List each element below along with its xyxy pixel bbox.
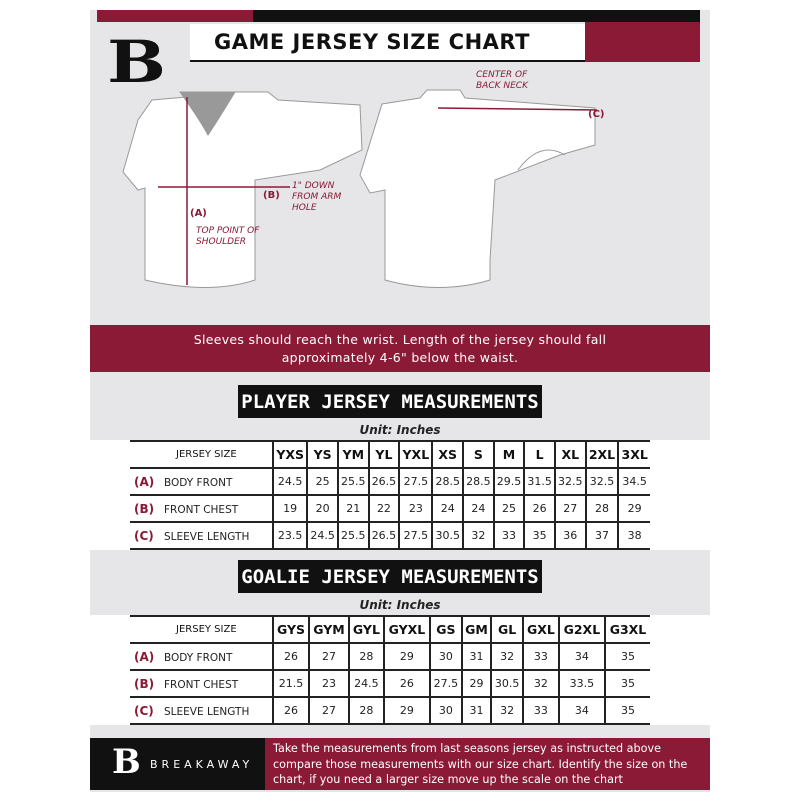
measurement-cell: 27.5 — [399, 522, 432, 549]
measurement-cell: 35 — [524, 522, 555, 549]
measurement-cell: 25 — [494, 495, 525, 522]
table-row — [130, 670, 650, 697]
page-title: GAME JERSEY SIZE CHART — [190, 24, 585, 62]
size-column-header: XL — [555, 441, 586, 468]
size-column-header: S — [463, 441, 494, 468]
table-row — [130, 697, 650, 724]
measurement-cell: 33 — [494, 522, 525, 549]
measurement-cell: 24.5 — [307, 522, 338, 549]
measurement-cell: 23 — [399, 495, 432, 522]
size-column-header: XS — [432, 441, 463, 468]
measurement-cell: 26 — [273, 643, 309, 670]
measurement-cell: 34 — [559, 643, 605, 670]
measurement-cell: 24.5 — [349, 670, 384, 697]
top-dark-bar — [253, 10, 700, 22]
measurement-cell: 31 — [462, 697, 492, 724]
player-size-table — [130, 440, 650, 550]
label-b: (B) — [263, 190, 280, 201]
measurement-cell: 35 — [605, 643, 650, 670]
measurement-cell: 27.5 — [430, 670, 462, 697]
measurement-cell: 27.5 — [399, 468, 432, 495]
measurement-cell: 32.5 — [555, 468, 586, 495]
row-letter: (A) — [134, 649, 155, 664]
table-row — [130, 522, 650, 549]
size-column-header: YL — [369, 441, 400, 468]
measurement-cell: 32.5 — [586, 468, 619, 495]
measurement-cell: 26 — [384, 670, 430, 697]
measurement-cell: 38 — [618, 522, 650, 549]
row-letter: (C) — [134, 703, 154, 718]
measurement-cell: 28 — [349, 643, 384, 670]
measurement-cell: 27 — [309, 643, 349, 670]
goalie-unit: Unit: Inches — [359, 598, 441, 612]
size-column-header: L — [524, 441, 555, 468]
size-column-header: YXL — [399, 441, 432, 468]
size-column-header: GYXL — [384, 616, 430, 643]
size-column-header: 2XL — [586, 441, 619, 468]
measurement-cell: 31.5 — [524, 468, 555, 495]
measurement-cell: 23.5 — [273, 522, 307, 549]
label-a-note: TOP POINT OF SHOULDER — [196, 226, 260, 247]
fit-instructions-banner — [90, 325, 710, 372]
footer-note: Take the measurements from last seasons jersey as instructed above compare those measurements with our size chart. Identify the size on the chart, if you need a larger size move up the scale on the chart — [265, 738, 710, 790]
size-column-header: G2XL — [559, 616, 605, 643]
jersey-diagram — [90, 60, 710, 300]
measurement-cell: 29 — [384, 697, 430, 724]
top-accent-bar — [97, 10, 253, 22]
table-row — [130, 643, 650, 670]
banner-line-1: Sleeves should reach the wrist. Length of the jersey should fall — [193, 332, 607, 347]
size-column-header: M — [494, 441, 525, 468]
measurement-cell: 24 — [463, 495, 494, 522]
measurement-cell: 26.5 — [369, 468, 400, 495]
size-column-header: GYL — [349, 616, 384, 643]
measurement-cell: 33 — [523, 697, 559, 724]
row-letter: (A) — [134, 474, 155, 489]
measurement-cell: 34.5 — [618, 468, 650, 495]
measurement-cell: 32 — [523, 670, 559, 697]
measurement-cell: 26.5 — [369, 522, 400, 549]
brand-logo: B — [107, 28, 166, 96]
measurement-cell: 28.5 — [463, 468, 494, 495]
label-c-note: CENTER OF BACK NECK — [476, 70, 528, 91]
measurement-cell: 28 — [586, 495, 619, 522]
size-column-header: GXL — [523, 616, 559, 643]
measurement-cell: 32 — [491, 697, 523, 724]
row-label: FRONT CHEST — [164, 678, 239, 691]
size-column-header: GYM — [309, 616, 349, 643]
measurement-cell: 33 — [523, 643, 559, 670]
row-label: FRONT CHEST — [164, 503, 239, 516]
measurement-cell: 35 — [605, 670, 650, 697]
size-column-header: G3XL — [605, 616, 650, 643]
footer-brand-name: BREAKAWAY — [150, 758, 254, 771]
measurement-cell: 23 — [309, 670, 349, 697]
measurement-cell: 29.5 — [494, 468, 525, 495]
measurement-cell: 21.5 — [273, 670, 309, 697]
size-column-header: 3XL — [618, 441, 650, 468]
size-column-header: YS — [307, 441, 338, 468]
table-row — [130, 468, 650, 495]
label-a: (A) — [190, 208, 207, 219]
measurement-cell: 35 — [605, 697, 650, 724]
size-header: JERSEY SIZE — [130, 616, 273, 643]
measurement-cell: 30 — [430, 643, 462, 670]
size-column-header: GL — [491, 616, 523, 643]
title-accent-block — [585, 22, 700, 62]
size-column-header: GYS — [273, 616, 309, 643]
row-letter: (B) — [134, 676, 155, 691]
measurement-cell: 26 — [524, 495, 555, 522]
goalie-heading: GOALIE JERSEY MEASUREMENTS — [238, 560, 542, 593]
measurement-cell: 25.5 — [338, 522, 369, 549]
row-label: BODY FRONT — [164, 476, 233, 489]
measurement-cell: 20 — [307, 495, 338, 522]
measurement-cell: 34 — [559, 697, 605, 724]
size-column-header: YXS — [273, 441, 307, 468]
measurement-cell: 22 — [369, 495, 400, 522]
measurement-cell: 21 — [338, 495, 369, 522]
player-heading: PLAYER JERSEY MEASUREMENTS — [238, 385, 542, 418]
measurement-cell: 25.5 — [338, 468, 369, 495]
measurement-cell: 27 — [555, 495, 586, 522]
measurement-cell: 37 — [586, 522, 619, 549]
row-letter: (C) — [134, 528, 154, 543]
measurement-cell: 25 — [307, 468, 338, 495]
size-column-header: GS — [430, 616, 462, 643]
measurement-cell: 24 — [432, 495, 463, 522]
measurement-cell: 27 — [309, 697, 349, 724]
player-unit: Unit: Inches — [359, 423, 441, 437]
measurement-cell: 30.5 — [432, 522, 463, 549]
measurement-cell: 29 — [384, 643, 430, 670]
size-column-header: GM — [462, 616, 492, 643]
measurement-cell: 28.5 — [432, 468, 463, 495]
table-row — [130, 495, 650, 522]
row-label: SLEEVE LENGTH — [164, 705, 250, 718]
measurement-cell: 24.5 — [273, 468, 307, 495]
measurement-cell: 32 — [463, 522, 494, 549]
label-b-note: 1" DOWN FROM ARM HOLE — [292, 181, 342, 213]
measurement-cell: 30.5 — [491, 670, 523, 697]
goalie-size-table — [130, 615, 650, 725]
measurement-cell: 36 — [555, 522, 586, 549]
label-c: (C) — [588, 109, 605, 120]
measurement-cell: 31 — [462, 643, 492, 670]
measurement-cell: 29 — [462, 670, 492, 697]
measurement-cell: 32 — [491, 643, 523, 670]
measurement-cell: 33.5 — [559, 670, 605, 697]
footer-logo: B — [112, 742, 141, 782]
row-label: BODY FRONT — [164, 651, 233, 664]
measurement-cell: 26 — [273, 697, 309, 724]
size-column-header: YM — [338, 441, 369, 468]
measurement-cell: 19 — [273, 495, 307, 522]
measurement-cell: 28 — [349, 697, 384, 724]
measurement-cell: 30 — [430, 697, 462, 724]
size-header: JERSEY SIZE — [130, 441, 273, 468]
row-letter: (B) — [134, 501, 155, 516]
back-jersey — [360, 90, 595, 288]
row-label: SLEEVE LENGTH — [164, 530, 250, 543]
measurement-cell: 29 — [618, 495, 650, 522]
banner-line-2: approximately 4-6" below the waist. — [281, 350, 519, 365]
